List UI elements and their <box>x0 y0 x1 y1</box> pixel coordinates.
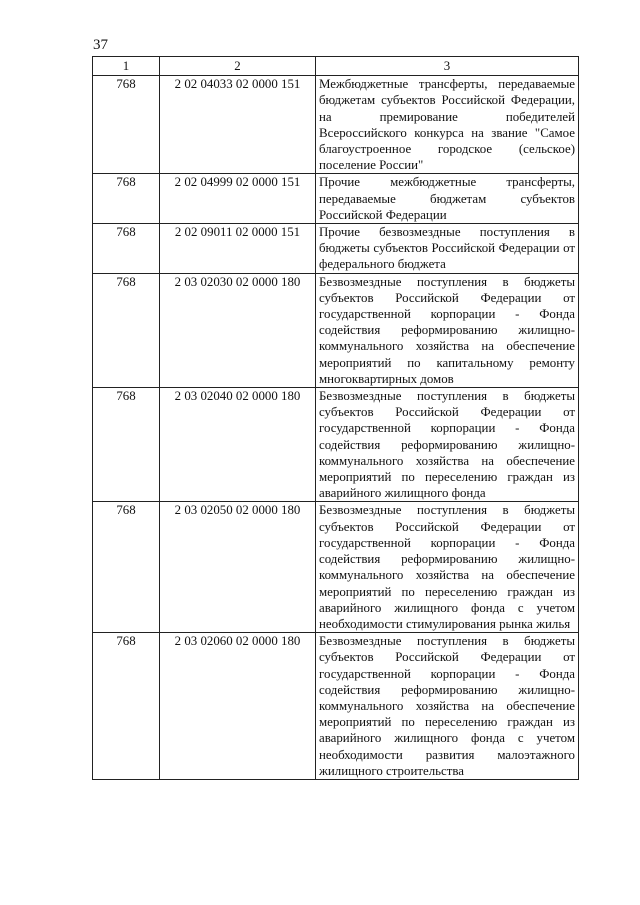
budget-classification-code: 2 03 02040 02 0000 180 <box>160 388 316 502</box>
table-row <box>93 502 579 633</box>
column-header-3: 3 <box>316 57 579 76</box>
column-header-2: 2 <box>160 57 316 76</box>
administrator-code: 768 <box>93 174 160 224</box>
revenue-description: Прочие межбюджетные трансферты, передаваемые бюджетам субъектов Российской Федерации <box>316 174 579 224</box>
budget-classification-code: 2 03 02050 02 0000 180 <box>160 502 316 633</box>
budget-classification-code: 2 03 02060 02 0000 180 <box>160 633 316 780</box>
revenue-description: Безвозмездные поступления в бюджеты субъектов Российской Федерации от государственной корпорации - Фонда содействия реформированию жилищно-коммунального хозяйства на обеспечение мероприятий по переселению граждан из аварийного жилищного фонда с учетом необходимости развития малоэтажного жилищного строительства <box>316 633 579 780</box>
table-row <box>93 273 579 387</box>
table-row <box>93 633 579 780</box>
table-row <box>93 388 579 502</box>
administrator-code: 768 <box>93 502 160 633</box>
column-header-1: 1 <box>93 57 160 76</box>
revenue-codes-table <box>92 56 579 780</box>
revenue-description: Безвозмездные поступления в бюджеты субъектов Российской Федерации от государственной корпорации - Фонда содействия реформированию жилищно-коммунального хозяйства на обеспечение мероприятий по переселению граждан из аварийного жилищного фонда с учетом необходимости стимулирования рынка жилья <box>316 502 579 633</box>
revenue-description: Безвозмездные поступления в бюджеты субъектов Российской Федерации от государственной корпорации - Фонда содействия реформированию жилищно-коммунального хозяйства на обеспечение мероприятий по переселению граждан из аварийного жилищного фонда <box>316 388 579 502</box>
budget-classification-code: 2 02 04033 02 0000 151 <box>160 76 316 174</box>
administrator-code: 768 <box>93 224 160 274</box>
table-row <box>93 224 579 274</box>
table-row <box>93 174 579 224</box>
budget-classification-code: 2 02 04999 02 0000 151 <box>160 174 316 224</box>
administrator-code: 768 <box>93 273 160 387</box>
revenue-description: Прочие безвозмездные поступления в бюджеты субъектов Российской Федерации от федерального бюджета <box>316 224 579 274</box>
page-number: 37 <box>93 37 108 53</box>
budget-classification-code: 2 03 02030 02 0000 180 <box>160 273 316 387</box>
revenue-description: Межбюджетные трансферты, передаваемые бюджетам субъектов Российской Федерации, на премирование победителей Всероссийского конкурса на звание "Самое благоустроенное городское (сельское) поселение России" <box>316 76 579 174</box>
administrator-code: 768 <box>93 633 160 780</box>
table-row <box>93 76 579 174</box>
revenue-description: Безвозмездные поступления в бюджеты субъектов Российской Федерации от государственной корпорации - Фонда содействия реформированию жилищно-коммунального хозяйства на обеспечение мероприятий по капитальному ремонту многоквартирных домов <box>316 273 579 387</box>
administrator-code: 768 <box>93 388 160 502</box>
budget-classification-code: 2 02 09011 02 0000 151 <box>160 224 316 274</box>
table-header-row <box>93 57 579 76</box>
administrator-code: 768 <box>93 76 160 174</box>
